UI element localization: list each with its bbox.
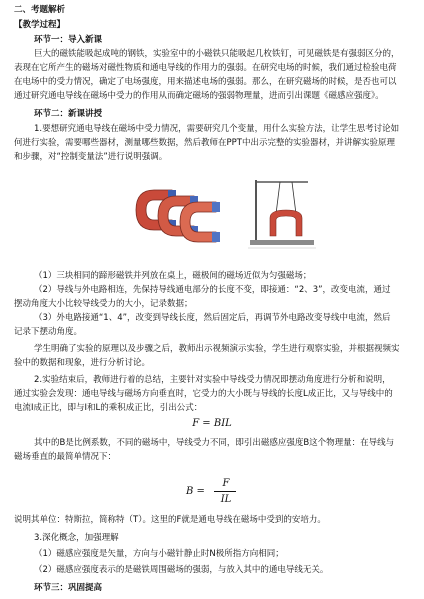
video-line: 验中的数据和现象，进行分析讨论。 [14, 358, 151, 368]
formula-note-line: 磁场垂直的最简单情况下： [14, 452, 117, 462]
part1-line: 在电场中的受力情况，确定了电场强度，用来描述电场的强弱。那么，在研究磁场的时候，是否也可以 [14, 77, 397, 87]
part1-line: 巨大的磁铁能吸起成吨的钢铁，实验室中的小磁铁只能吸起几枚铁钉，可见磁铁是有强弱区分的， [34, 49, 400, 59]
formula-f-bil: F = BIL [192, 418, 232, 429]
horseshoe-magnet [180, 202, 220, 242]
part1-heading: 环节一：导入新课 [34, 35, 103, 45]
deepen-point: （2）磁感应强度表示的是磁铁周围磁场的强弱，与放入其中的通电导线无关。 [34, 565, 329, 575]
formula-b-numerator: F [222, 478, 230, 489]
step-item: 记录下摆动角度。 [14, 327, 83, 337]
summary-line: 电流I成正比，即与I和L的乘积成正比，引出公式： [14, 403, 203, 413]
step-item: （2）导线与外电路相连，先保持导线通电部分的长度不变，即接通：“2、3”，改变电流，通过 [34, 285, 391, 295]
part2-intro-line: 1.要想研究通电导线在磁场中受力情况，需要研究几个变量，用什么实验方法，让学生思考讨论如 [34, 124, 400, 134]
part1-line: 通过研究通电导线在磁场中受力的作用从而确定磁场的强弱物理量，进而引出课题《磁感应强度》。 [14, 91, 384, 101]
summary-line: 2.实验结束后，教师进行着的总结，主要针对实验中导线受力情况即摆动角度进行分析和说明， [34, 375, 391, 385]
video-line: 学生明确了实验的原理以及步骤之后，教师出示视频演示实验，学生进行观察实验，并根据视频实 [34, 344, 400, 354]
formula-b-denominator: IL [220, 494, 232, 505]
process-heading: 【教学过程】 [14, 20, 66, 30]
formula-note-line: 其中的B是比例系数，不同的磁场中，导线受力不同，即引出磁感应强度B这个物理量：在导线与 [34, 438, 395, 448]
unit-line: 说明其单位：特斯拉，简称特（T）。这里的F就是通电导线在磁场中受到的安培力。 [14, 515, 326, 525]
step-item: （3）外电路接通“1、4”，改变到导线长度，然后固定后，再调节外电路改变导线中电流，然后 [34, 313, 391, 323]
part1-line: 表现在它所产生的磁场对磁性物质和通电导线的作用力的强弱。在研究电场的时候，我们通过检验电荷 [14, 63, 397, 73]
formula-b-definition [186, 478, 246, 508]
section-heading: 二、考题解析 [14, 5, 66, 15]
part2-intro-line: 和步骤，对“控制变量法”进行说明强调。 [14, 152, 168, 162]
step-item: 摆动角度大小比较导线受力的大小，记录数据； [14, 299, 193, 309]
horseshoe-magnets-illustration [128, 180, 238, 250]
summary-line: 通过实验会发现：通电导线与磁场方向垂直时，它受力的大小既与导线的长度L成正比，又与导线中的 [14, 389, 393, 399]
horseshoe-magnet [270, 210, 302, 236]
fraction-bar [214, 491, 236, 492]
part2-intro-line: 何进行实验，需要哪些器材，测量哪些数据，然后教师在PPT中出示完整的实验器材，并讲解实验原理 [14, 138, 395, 148]
deepen-point: （1）磁感应强度是矢量，方向与小磁针静止时N极所指方向相同； [34, 549, 284, 559]
step-item: （1）三块相同的蹄形磁铁并列放在桌上，磁极间的磁场近似为匀强磁场； [34, 271, 312, 281]
apparatus-illustration [246, 170, 320, 250]
part2-heading: 环节二：新课讲授 [34, 109, 103, 119]
apparatus-base [250, 240, 314, 245]
deepen-heading: 3.深化概念，加强理解 [34, 533, 119, 543]
formula-b-lhs: B = [186, 486, 205, 497]
part3-heading: 环节三：巩固提高 [34, 583, 103, 593]
